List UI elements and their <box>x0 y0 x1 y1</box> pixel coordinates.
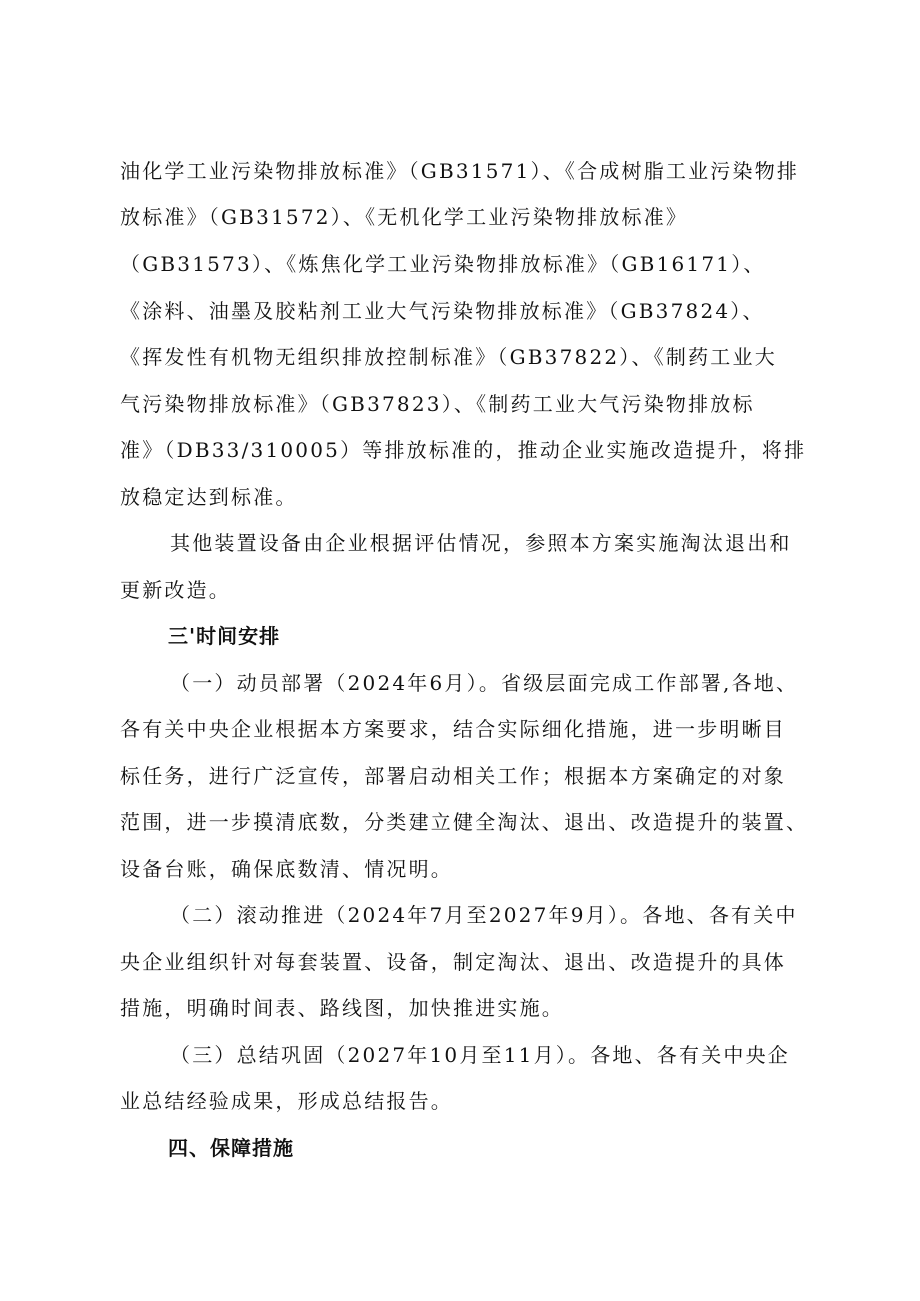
text-line: 放稳定达到标准。 <box>120 485 298 509</box>
text-line: （三）总结巩固（2027年10月至11月）。各地、各有关中央企 <box>170 1043 790 1067</box>
text-line: 《挥发性有机物无组织排放控制标准》（GB37822）、《制药工业大 <box>120 345 777 369</box>
text-line: 气污染物排放标准》（GB37823）、《制药工业大气污染物排放标 <box>120 392 755 416</box>
text-line: 油化学工业污染物排放标准》（GB31571）、《合成树脂工业污染物排 <box>120 159 800 183</box>
text-line: 准》（DB33/310005）等排放标准的，推动企业实施改造提升，将排 <box>120 438 807 462</box>
section-heading: 四、保障措施 <box>168 1136 294 1160</box>
text-line: 其他装置设备由企业根据评估情况，参照本方案实施淘汰退出和 <box>170 531 792 555</box>
text-line: 措施，明确时间表、路线图，加快推进实施。 <box>120 996 564 1020</box>
text-line: 央企业组织针对每套装置、设备，制定淘汰、退出、改造提升的具体 <box>120 950 786 974</box>
text-line: 标任务，进行广泛宣传，部署启动相关工作；根据本方案确定的对象 <box>120 764 786 788</box>
text-line: 业总结经验成果，形成总结报告。 <box>120 1089 453 1113</box>
text-line: （一）动员部署（2024年6月）。省级层面完成工作部署,各地、 <box>170 671 799 695</box>
text-line: 设备台账，确保底数清、情况明。 <box>120 857 453 881</box>
text-line: 范围，进一步摸清底数，分类建立健全淘汰、退出、改造提升的装置、 <box>120 810 809 834</box>
text-line: （GB31573）、《炼焦化学工业污染物排放标准》（GB16171）、 <box>120 252 766 276</box>
text-line: 放标准》（GB31572）、《无机化学工业污染物排放标准》 <box>120 205 689 229</box>
text-line: （二）滚动推进（2024年7月至2027年9月）。各地、各有关中 <box>170 903 798 927</box>
text-line: 《涂料、油墨及胶粘剂工业大气污染物排放标准》（GB37824）、 <box>120 299 765 323</box>
text-line: 各有关中央企业根据本方案要求，结合实际细化措施，进一步明晰目 <box>120 717 786 741</box>
text-line: 更新改造。 <box>120 578 231 602</box>
section-heading: 三'时间安排 <box>168 624 281 648</box>
